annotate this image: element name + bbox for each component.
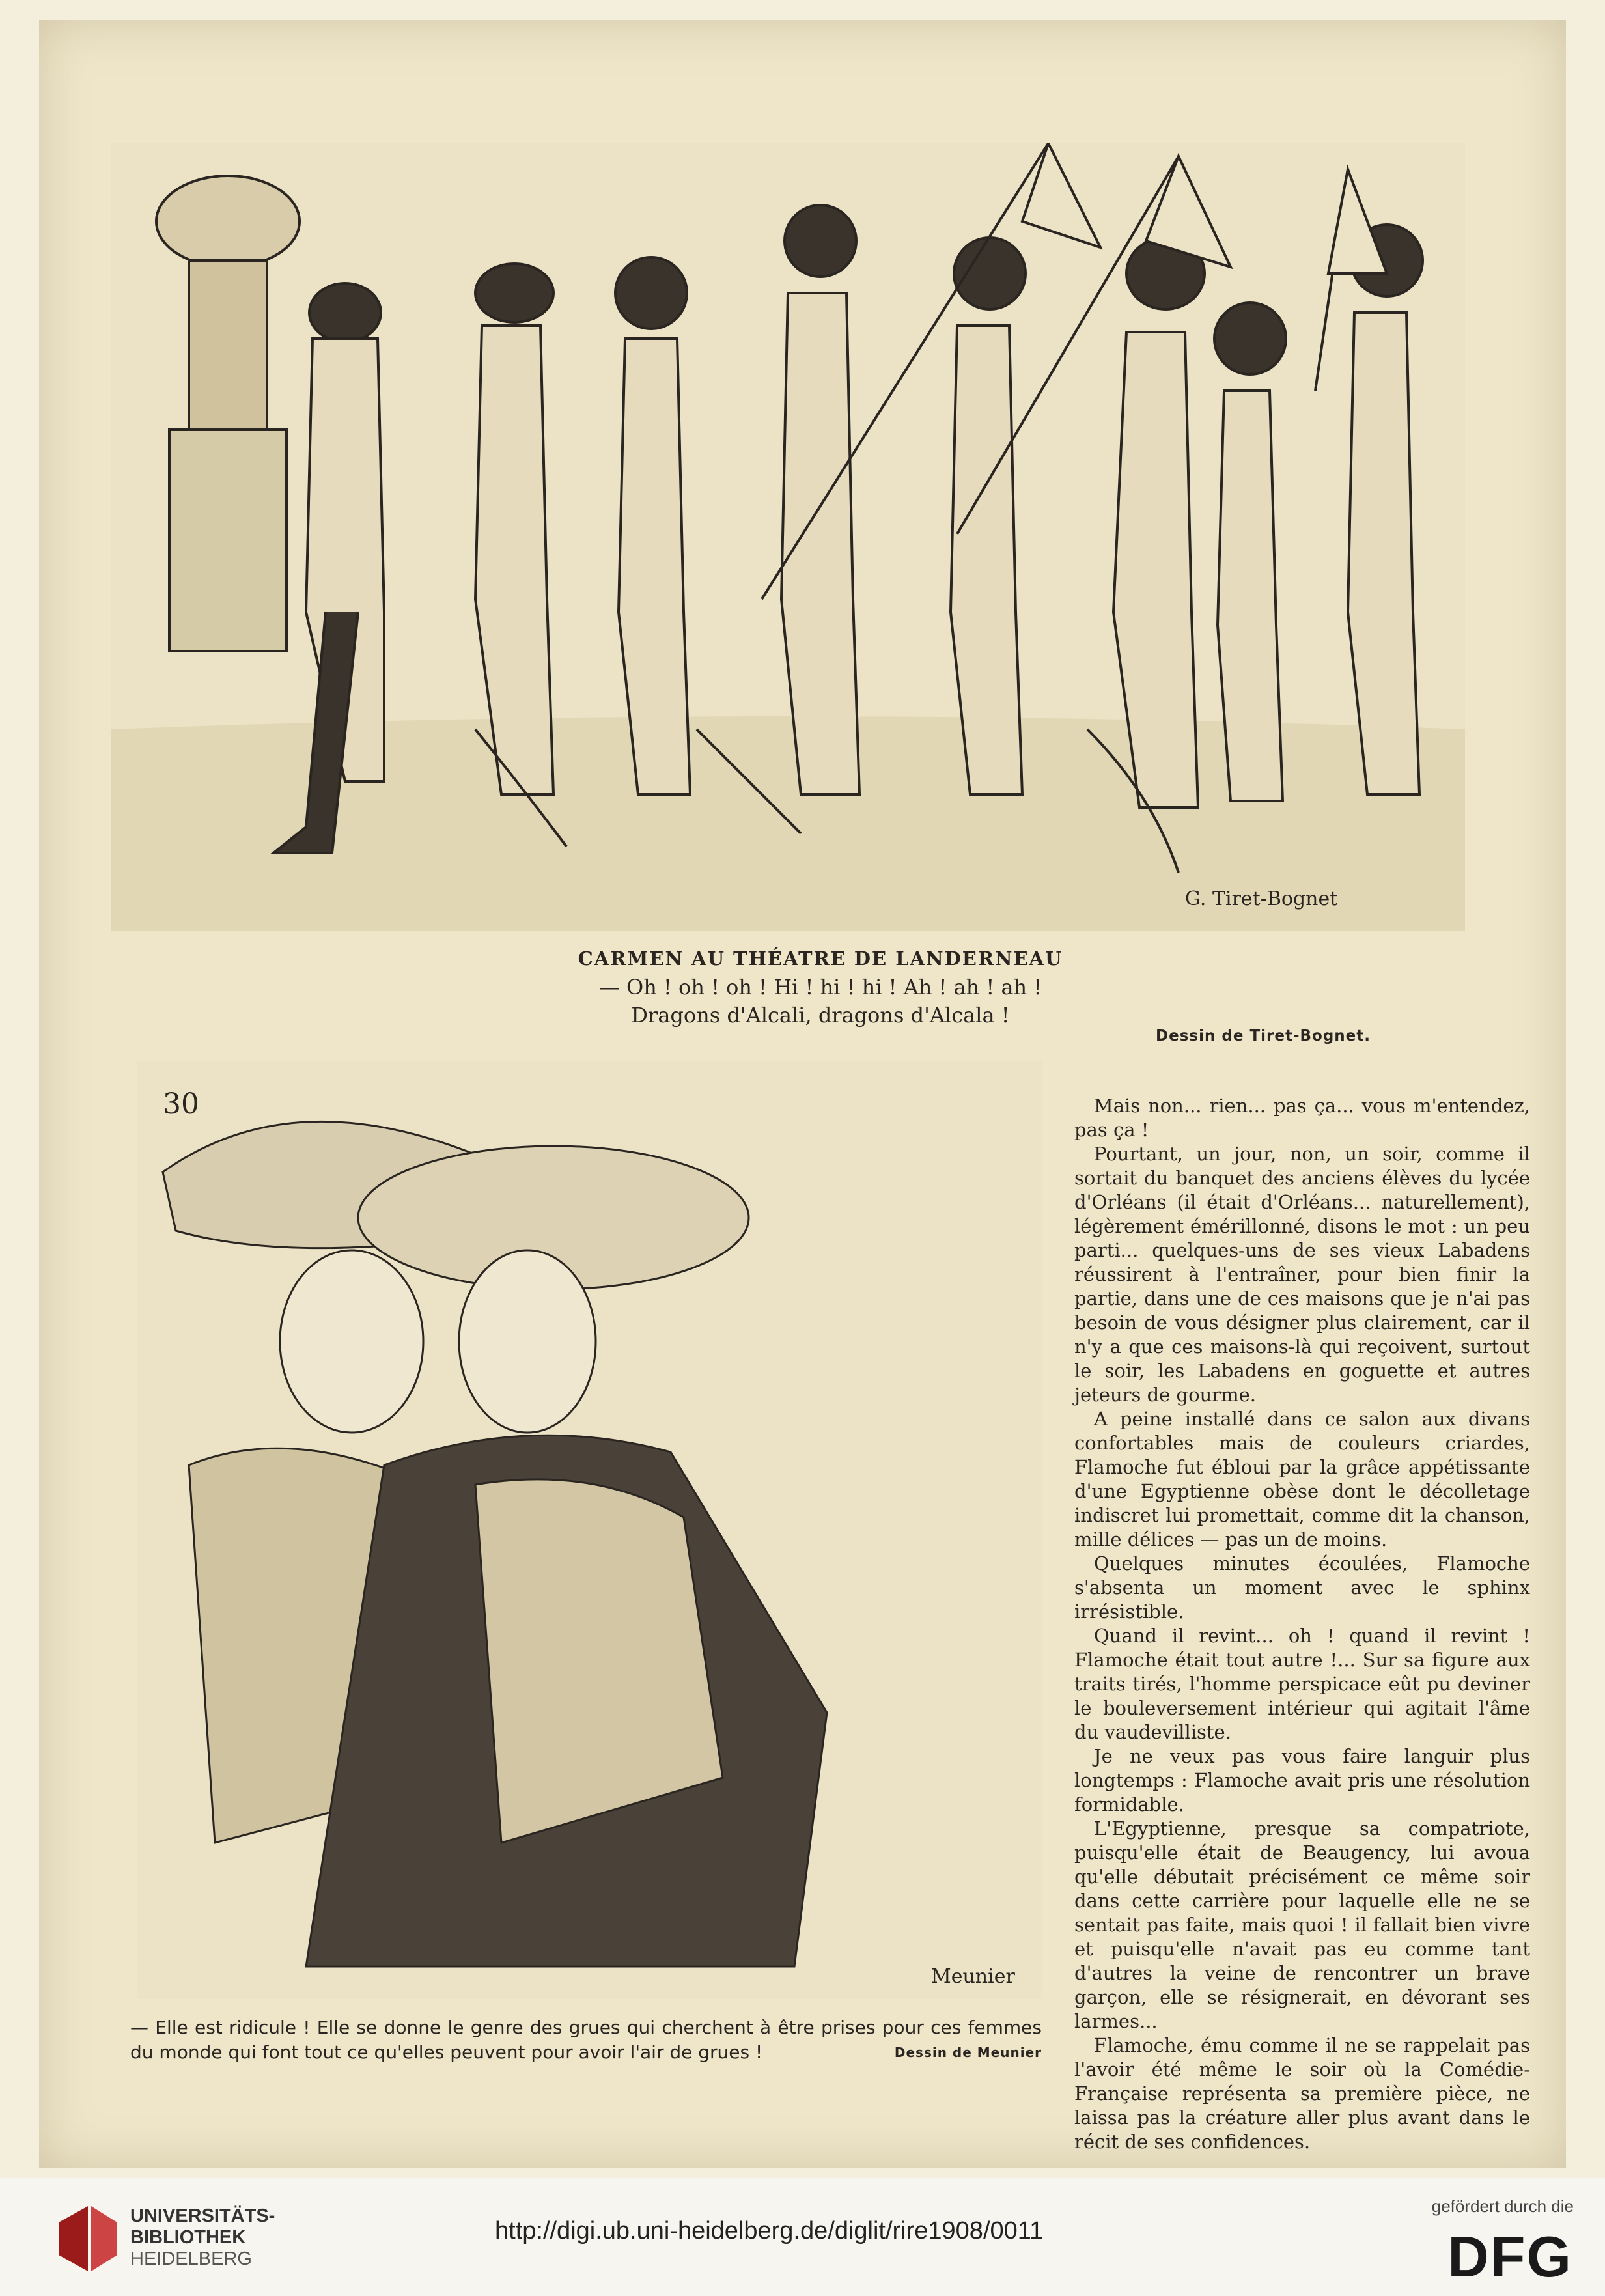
footer (0, 2178, 1605, 2296)
logo-line1: UNIVERSITÄTS- (130, 2205, 275, 2226)
bottom-caption-text: — Elle est ridicule ! Elle se donne le genre des grues qui cherchent à être prises pour ces femmes du monde qui font tout ce qu'elles peuvent pour avoir l'air de grues ! (130, 2017, 1042, 2063)
article-column (1074, 1094, 1530, 2154)
article-paragraph: Pourtant, un jour, non, un soir, comme il sortait du banquet des anciens élèves du lycée d'Orléans (il était d'Orléans... naturellement), légèrement émérillonné, disons le mot : un peu parti... quelques-uns de ses vieux Labadens réussirent à l'entraîner, pour bien finir la partie, dans une de ces maisons que je n'ai pas besoin de vous désigner plus clairement, car il n'y a que ces maisons-là qui reçoivent, surtout le soir, les Labadens en goguette et autres jeteurs de gourme. (1074, 1143, 1530, 1406)
ub-logo-icon (55, 2203, 120, 2275)
article-paragraph: Mais non... rien... pas ça... vous m'entendez, pas ça ! (1074, 1095, 1530, 1141)
bottom-caption (130, 2015, 1042, 2065)
article-paragraph: Quelques minutes écoulées, Flamoche s'absenta un moment avec le sphinx irrésistible. (1074, 1552, 1530, 1623)
meunier-signature: Meunier (931, 1965, 1015, 1988)
logo-line3: HEIDELBERG (130, 2248, 252, 2269)
article-paragraph: Je ne veux pas vous faire languir plus longtemps : Flamoche avait pris une résolution formidable. (1074, 1745, 1530, 1815)
article-paragraph: Quand il revint... oh ! quand il revint ! Flamoche était tout autre !... Sur sa figure aux traits tirés, l'homme perspicace eût pu deviner le bouleversement intérieur qui agitait l'âme du vaudevilliste. (1074, 1625, 1530, 1743)
logo-line2: BIBLIOTHEK (130, 2227, 246, 2248)
two-women-drawing (137, 1061, 1042, 1999)
article-paragraph: L'Egyptienne, presque sa compatriote, puisqu'elle était de Beaugency, lui avoua qu'elle débutait précisément ce même soir dans cette carrière pour laquelle elle ne se sentait pas faite, mais quoi ! il fallait bien vivre et puisqu'elle n'avait pas eu comme tant d'autres la veine de rencontrer un brave garçon, elle se résignerait, en dévorant ses larmes... (1074, 1817, 1530, 2032)
ub-heidelberg-logo[interactable] (55, 2198, 303, 2282)
top-caption-line2: Dragons d'Alcali, dragons d'Alcala ! (631, 1003, 1010, 1028)
scanned-page (39, 20, 1566, 2168)
dragoons-drawing (111, 143, 1465, 931)
tiret-bognet-signature: G. Tiret-Bognet (1185, 888, 1338, 910)
top-credit: Dessin de Tiret-Bognet. (1156, 1028, 1371, 1044)
top-caption-title: CARMEN AU THÉATRE DE LANDERNEAU (578, 947, 1063, 970)
footer-url-link[interactable]: http://digi.ub.uni-heidelberg.de/diglit/rire1908/0011 (495, 2217, 1044, 2245)
dragoons-illustration (111, 143, 1465, 931)
dfg-logo[interactable]: DFG (1447, 2224, 1572, 2289)
page-mark: 30 (163, 1087, 199, 1121)
top-caption-line1: — Oh ! oh ! oh ! Hi ! hi ! hi ! Ah ! ah ! ah ! (598, 975, 1042, 1000)
bottom-credit: Dessin de Meunier (894, 2045, 1042, 2060)
two-women-illustration (137, 1061, 1042, 1999)
article-paragraph: A peine installé dans ce salon aux divans confortables mais de couleurs criardes, Flamoche fut ébloui par la grâce appétissante d'une Egyptienne obèse dont le décolletage indiscret lui promettait, comme dit la chanson, mille délices — pas un de moins. (1074, 1408, 1530, 1550)
article-paragraph: Flamoche, ému comme il ne se rappelait pas l'avoir été même le soir où la Comédie-Française représenta sa première pièce, ne laissa pas la créature aller plus avant dans le récit de ses confidences. (1074, 2034, 1530, 2153)
dfg-caption: gefördert durch die (1431, 2196, 1574, 2216)
